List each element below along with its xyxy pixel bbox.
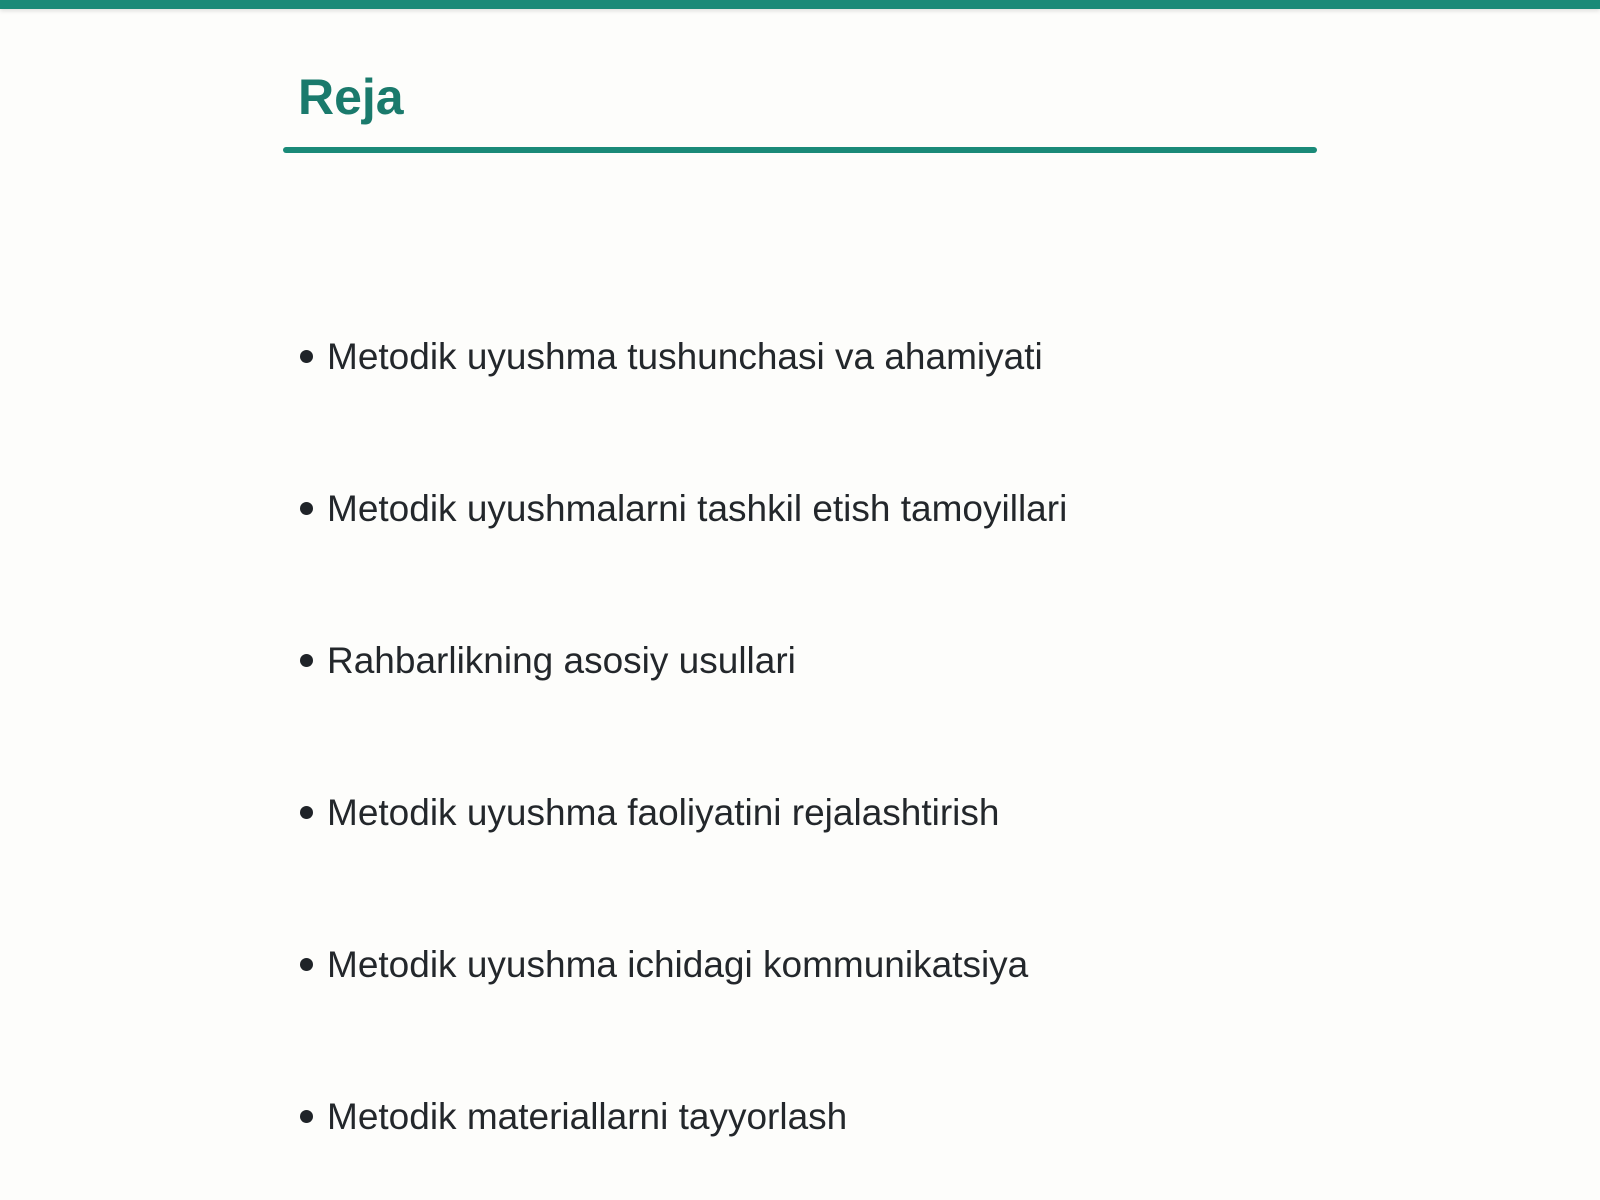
list-item [300, 432, 1067, 584]
bullet-icon [300, 654, 313, 667]
list-item-text: Rahbarlikning asosiy usullari [327, 639, 796, 681]
list-item-text: Metodik uyushma ichidagi kommunikatsiya [327, 943, 1029, 985]
list-item [300, 584, 1067, 736]
bullet-icon [300, 1110, 313, 1123]
bullet-icon [300, 502, 313, 515]
title-underline [283, 147, 1317, 153]
bullet-icon [300, 958, 313, 971]
list-item [300, 1040, 1067, 1192]
list-item-text: Metodik uyushma tushunchasi va ahamiyati [327, 335, 1043, 377]
list-item [300, 736, 1067, 888]
list-item [300, 280, 1067, 432]
list-item [300, 888, 1067, 1040]
list-item-text: Metodik materiallarni tayyorlash [327, 1095, 848, 1137]
plan-list [300, 280, 1067, 1192]
slide-title: Reja [298, 69, 404, 125]
bullet-icon [300, 350, 313, 363]
list-item-text: Metodik uyushma faoliyatini rejalashtirish [327, 791, 1000, 833]
list-item-text: Metodik uyushmalarni tashkil etish tamoyillari [327, 487, 1068, 529]
bullet-icon [300, 806, 313, 819]
